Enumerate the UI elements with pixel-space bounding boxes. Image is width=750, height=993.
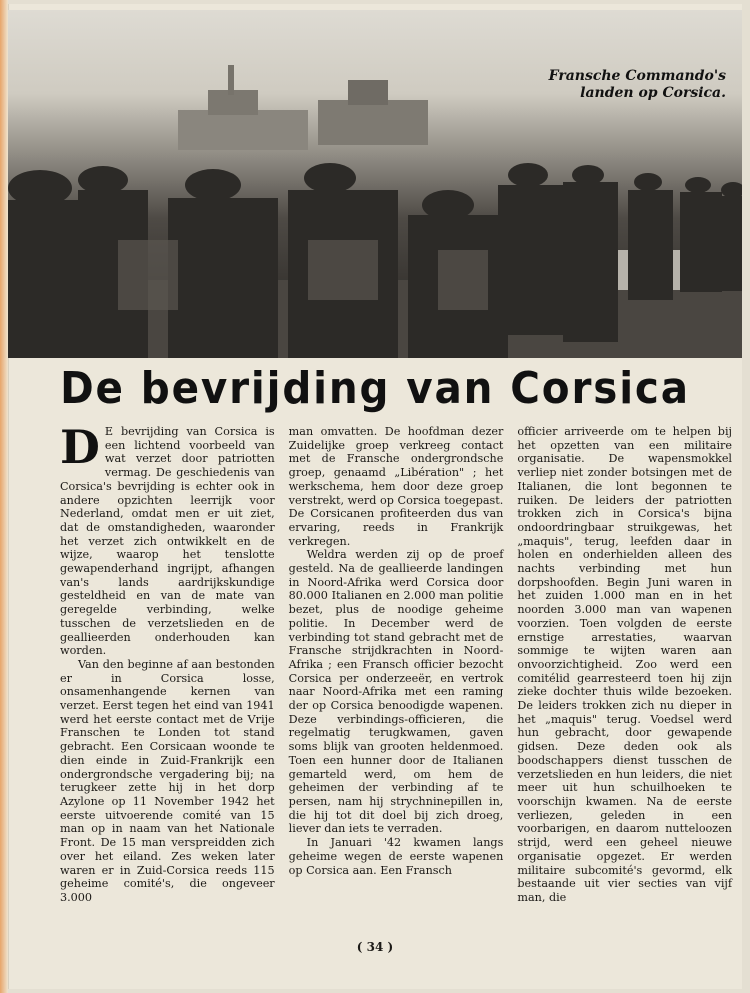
- soldiers-illustration: [8, 10, 742, 358]
- paragraph: officier arriveerde om te helpen bij het opzetten van een militaire organisatie. De wapensmokkel verliep niet zonder botsingen met de Italianen, die lont begonnen te ruiken. De leiders der patriotten trokken zich in Corsica's bijna ondoordringbaar struikgewas, het „maquis", terug, leefden daar in holen en onderhielden alleen des nachts verbinding met hun dorpshoofden. Begin Juni waren in het zuiden 1.000 man en in het noorden 3.000 man van wapenen voorzien. Toen volgden de eerste ernstige arrestaties, waarvan sommige te wijten waren aan onvoorzichtigheid. Zoo werd een comitélid gearresteerd toen hij zijn zieke dochter thuis wilde bezoeken. De leiders trokken zich nu dieper in het „maquis" terug. Voedsel werd hun gebracht, door gewapende gidsen. Deze deden ook als boodschappers dienst tusschen de verzetslieden en hun leiders, die niet meer uit hun schuilhoeken te voorschijn kwamen. Na de eerste verliezen, geleden in een voorbarigen, en daarom nutteloozen strijd, werd een geheel nieuwe organisatie opgezet. Er werden militaire subcomité's gevormd, elk bestaande uit vier secties van vijf man, die: [517, 425, 733, 904]
- column-1: [60, 420, 275, 940]
- paragraph: Weldra werden zij op de proef gesteld. Na de geallieerde landingen in Noord-Afrika werd Corsica door 80.000 Italianen en 2.000 man politie bezet, plus de noodige geheime politie. In December werd de verbinding tot stand gebracht met de Fransche strijdkrachten in Noord-Afrika ; een Fransch officier bezocht Corsica per onderzeeër, en vertrok naar Noord-Afrika met een raming der op Corsica benoodigde wapenen. Deze verbindings-officieren, die regelmatig terugkwamen, gaven soms blijk van grooten heldenmoed. Toen een hunner door de Italianen gemarteld werd, om hem de geheimen der verbinding af te persen, nam hij strychninepillen in, die hij tot dit doel bij zich droeg, liever dan iets te verraden.: [288, 548, 504, 836]
- page-number: ( 34 ): [356, 940, 394, 954]
- page-edge: [0, 0, 8, 993]
- column-3: [517, 425, 732, 940]
- article-body: [60, 420, 733, 940]
- paragraph: [60, 420, 275, 658]
- photo-caption: [526, 68, 726, 102]
- caption-line-1: Fransche Commando's: [548, 68, 726, 84]
- paragraph: In Januari '42 kwamen langs geheime wegen de eerste wapenen op Corsica aan. Een Fransch: [288, 836, 504, 877]
- soldiers-photo: [8, 10, 742, 358]
- column-2: [289, 425, 504, 940]
- article-headline: De bevrijding van Corsica: [60, 363, 690, 414]
- paragraph-text: E bevrijding van Corsica is een lichtend voorbeeld van wat verzet door patriotten vermag. De geschiedenis van Corsica's bevrijding is echter ook in andere opzichten leerrijk voor Nederland, omdat men er uit ziet, dat de omstandigheden, waaronder het verzet zich ontwikkelt en de wijze, waarop het tenslotte gewapenderhand ingrijpt, afhangen van's lands aardrijkskundige gesteldheid en van de mate van geregelde verbinding, welke tusschen de verzetslieden en de geallieerden onderhouden kan worden.: [60, 425, 275, 658]
- paragraph: Van den beginne af aan bestonden er in Corsica losse, onsamenhangende kernen van verzet. Eerst tegen het eind van 1941 werd het eerste contact met de Vrije Franschen te Londen tot stand gebracht. Een Corsicaan woonde te dien einde in Zuid-Frankrijk een ondergrondsche vergadering bij; na terugkeer zette hij in het dorp Azylone op 11 November 1942 het eerste uitvoerende comité van 15 man op in naam van het Nationale Front. De 15 man verspreidden zich over het eiland. Zes weken later waren er in Zuid-Corsica reeds 115 geheime comité's, die ongeveer 3.000: [60, 657, 275, 904]
- caption-line-2: landen op Corsica.: [580, 85, 726, 101]
- drop-cap: D: [60, 420, 100, 474]
- paragraph: man omvatten. De hoofdman dezer Zuidelijke groep verkreeg contact met de Fransche ondergrondsche groep, genaamd „Libération" ; het werkschema, hem door deze groep verstrekt, werd op Corsica toegepast. De Corsicanen profiteerden dus van ervaring, reeds in Frankrijk verkregen.: [288, 425, 504, 548]
